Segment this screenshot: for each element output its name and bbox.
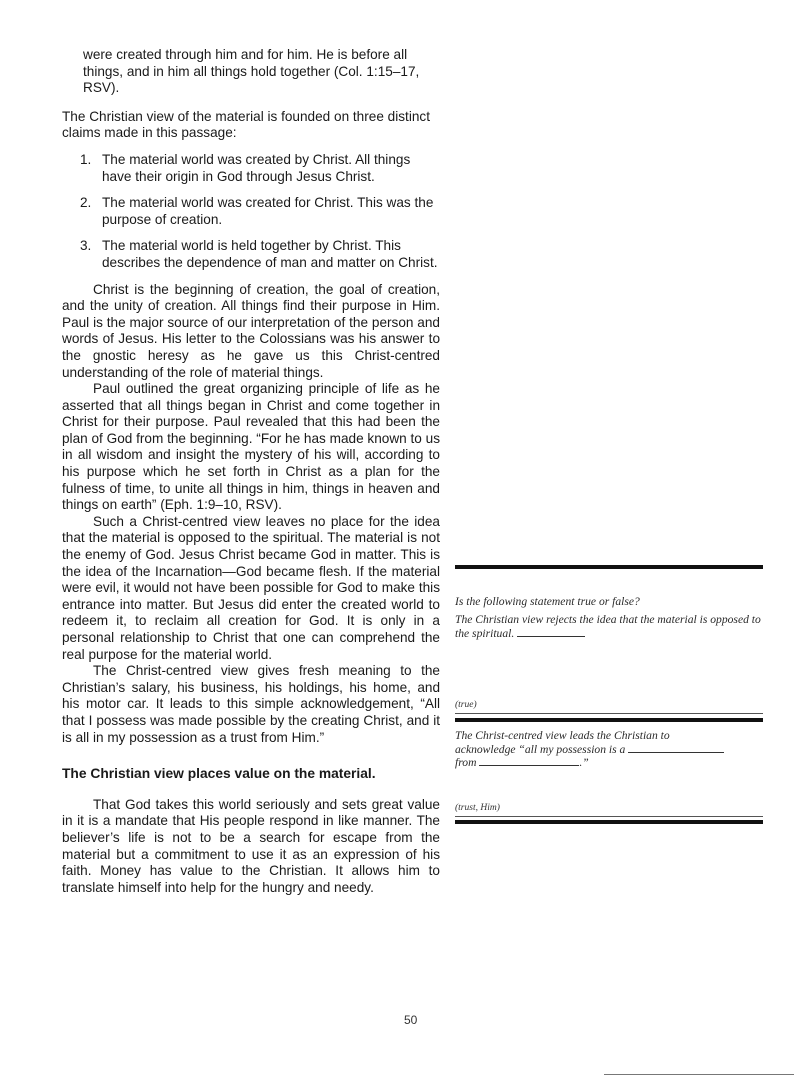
paragraph-god-takes-world: That God takes this world seriously and sets great value in it is a mandate that His people respond in like manner. The believer’s life is not to be a search for escape from the material but a commitment to use it as an expression of his faith. Money has value to the Christian. It allows him to translate himself into help for the hungry and needy.	[62, 796, 440, 895]
divider-rule	[455, 820, 763, 824]
question-2-line: The Christ-centred view leads the Christian to	[455, 729, 670, 742]
list-item	[80, 152, 440, 185]
paragraph-fresh-meaning: The Christ-centred view gives fresh meaning to the Christian’s salary, his business, his holdings, his home, and his motor car. It leads to this simple acknowledgement, “All that I possess was made possible by the creating Christ, and it is all in my possession as a trust from Him.”	[62, 663, 440, 745]
list-item	[80, 195, 440, 228]
question-2-text: acknowledge “all my possession is a	[455, 742, 626, 756]
answer-blank	[628, 743, 724, 753]
answer-blank	[517, 627, 585, 637]
page-number: 50	[404, 1013, 418, 1027]
quote-continuation: were created through him and for him. He is before all things, and in him all things hold together (Col. 1:15–17, RSV).	[83, 47, 420, 96]
list-number: 3.	[80, 238, 92, 254]
question-1-prompt: Is the following statement true or false?	[455, 594, 640, 608]
claims-lead-in: The Christian view of the material is founded on three distinct claims made in this passage:	[62, 108, 430, 141]
paragraph-christ-beginning: Christ is the beginning of creation, the goal of creation, and the unity of creation. All things find their purpose in Him. Paul is the major source of our interpretation of the person and words of Jesus. His letter to the Colossians was his answer to the gnostic heresy as he gave us this Christ-centred understanding of the role of material things.	[62, 281, 440, 380]
list-number: 2.	[80, 195, 92, 211]
question-2-line-with-blank	[455, 743, 763, 757]
list-item	[80, 238, 440, 271]
list-text: The material world was created for Christ. This was the purpose of creation.	[102, 195, 434, 227]
paragraph-christ-centred: Such a Christ-centred view leaves no place for the idea that the material is opposed to the spiritual. The material is not the enemy of God. Jesus Christ became God in matter. This is the idea of the Incarnation—God became flesh. If the material were evil, it would not have been possible for God to make this entrance into matter. But Jesus did enter the created world to redeem it, to reclaim all creation for God. It is only in a personal relationship to Christ that one can comprehend the real purpose for the material world.	[62, 513, 440, 662]
claims-list	[62, 152, 440, 272]
question-2-answer: (trust, Him)	[455, 803, 500, 813]
list-text: The material world is held together by Christ. This describes the dependence of man and matter on Christ.	[102, 238, 438, 270]
answer-blank	[479, 756, 579, 766]
main-text-column	[62, 47, 440, 896]
question-2-line-with-blank	[455, 756, 763, 770]
question-1-statement	[455, 614, 763, 640]
list-number: 1.	[80, 151, 92, 167]
divider-rule	[455, 718, 763, 722]
divider-rule	[455, 565, 763, 569]
question-2-text: from	[455, 756, 477, 769]
divider-rule	[455, 816, 763, 817]
section-heading: The Christian view places value on the material.	[62, 766, 376, 782]
question-2	[455, 730, 763, 770]
divider-rule	[455, 713, 763, 714]
footer-line	[604, 1074, 794, 1075]
paragraph-paul-principle: Paul outlined the great organizing principle of life as he asserted that all things began in Christ and come together in Christ for their purpose. Paul revealed that this had been the plan of God from the beginning. “For he has made known to us in all wisdom and insight the mystery of his will, according to his purpose which he set forth in Christ as a plan for the fulness of time, to unite all things in him, things in heaven and things on earth” (Eph. 1:9–10, RSV).	[62, 381, 440, 513]
question-2-text: .”	[579, 756, 589, 769]
question-1-answer: (true)	[455, 700, 477, 710]
question-1-text: The Christian view rejects the idea that the material is opposed to the spiritual.	[455, 613, 761, 640]
list-text: The material world was created by Christ. All things have their origin in God through Jesus Christ.	[102, 151, 411, 184]
